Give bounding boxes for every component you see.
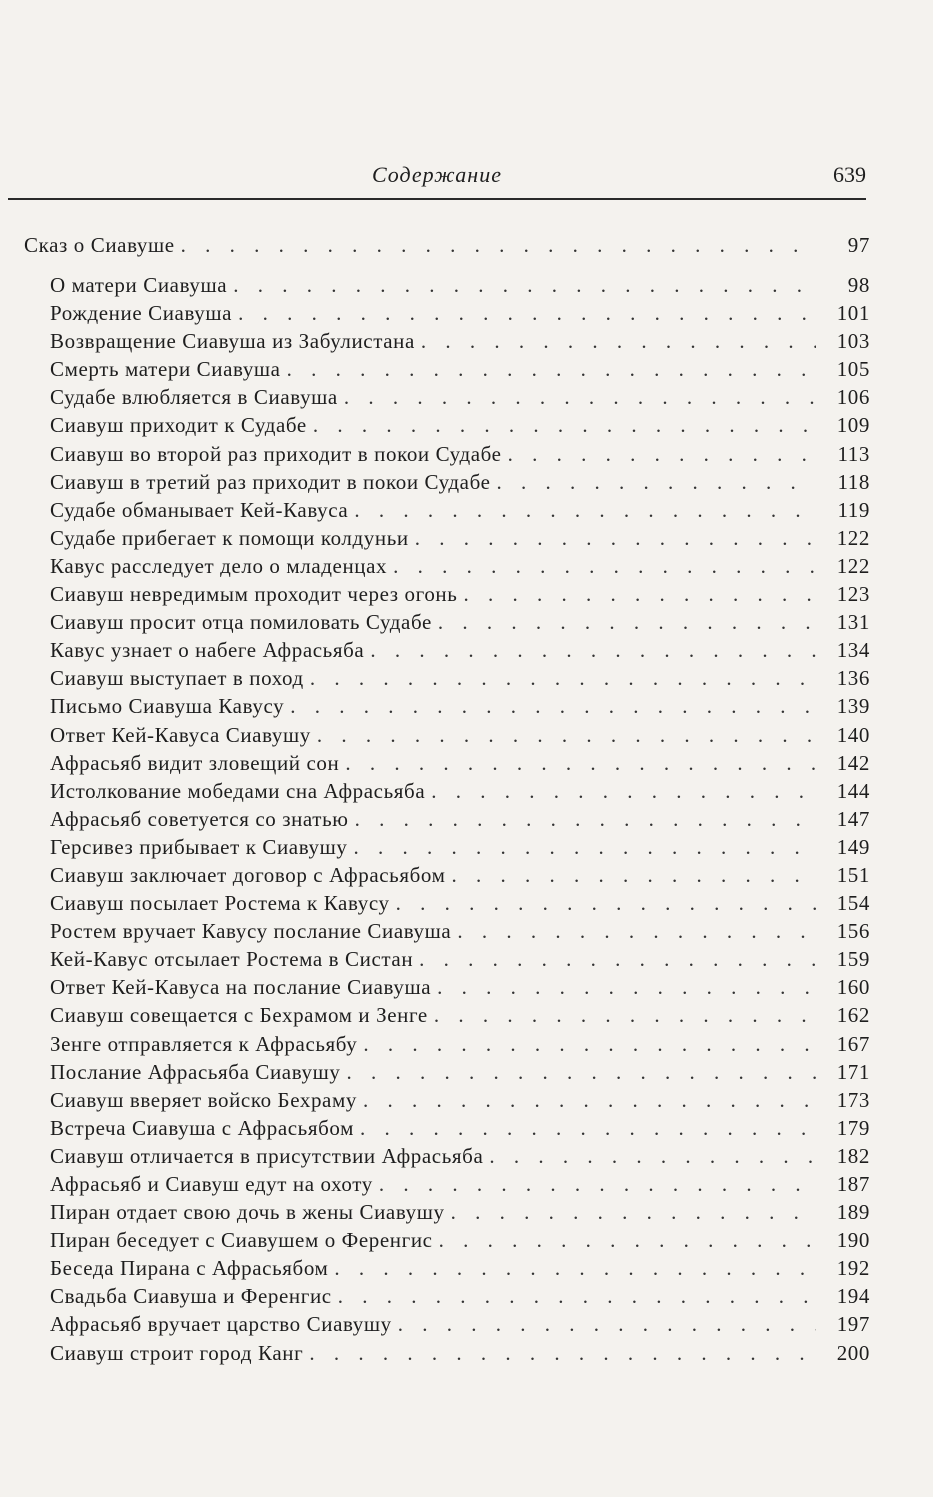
toc-entry-title: Сиавуш приходит к Судабе bbox=[50, 413, 307, 438]
toc-entry-page: 179 bbox=[836, 1115, 870, 1140]
dot-leader bbox=[457, 919, 816, 944]
toc-entry-page: 187 bbox=[836, 1172, 870, 1196]
dot-leader bbox=[287, 357, 816, 382]
dot-leader bbox=[463, 582, 816, 607]
toc-entry-title: Кавус узнает о набеге Афрасьяба bbox=[50, 638, 365, 663]
toc-entry-title: Афрасьяб вручает царство Сиавушу bbox=[50, 1312, 392, 1337]
toc-entry-title: Письмо Сиавуша Кавусу bbox=[50, 694, 285, 719]
dot-leader bbox=[347, 1060, 817, 1085]
toc-entry-page: 182 bbox=[836, 1143, 870, 1168]
toc-entry bbox=[24, 694, 870, 722]
toc-entry-title: Истолкование мобедами сна Афрасьяба bbox=[50, 778, 426, 803]
dot-leader bbox=[393, 554, 816, 579]
toc-entry bbox=[24, 666, 870, 694]
toc-entry-title: Ответ Кей-Кавуса Сиавушу bbox=[50, 722, 311, 747]
toc-entry bbox=[24, 1256, 870, 1284]
toc-entry bbox=[24, 470, 870, 498]
toc-entry bbox=[24, 975, 870, 1003]
toc-entry-title: Афрасьяб видит зловещий сон bbox=[50, 750, 340, 775]
toc-entry bbox=[24, 1228, 870, 1256]
toc-entry-title: Герсивез прибывает к Сиавушу bbox=[50, 834, 348, 859]
toc-entry-page: 200 bbox=[836, 1340, 870, 1365]
toc-entry bbox=[24, 610, 870, 638]
dot-leader bbox=[338, 1284, 816, 1309]
dot-leader bbox=[438, 610, 816, 635]
toc-entry-title: Сиавуш заключает договор с Афрасьябом bbox=[50, 862, 446, 887]
toc-entry-page: 119 bbox=[837, 497, 870, 522]
dot-leader bbox=[451, 1200, 816, 1225]
dot-leader bbox=[415, 526, 816, 551]
toc-entry-title: Возвращение Сиавуша из Забулистана bbox=[50, 329, 415, 354]
toc-entry bbox=[24, 413, 870, 441]
toc-entry-page: 147 bbox=[836, 806, 870, 831]
toc-entry-page: 149 bbox=[836, 834, 870, 859]
table-of-contents bbox=[24, 233, 870, 1369]
toc-entry bbox=[24, 357, 870, 385]
toc-entry-page: 142 bbox=[836, 750, 870, 775]
toc-entry bbox=[24, 526, 870, 554]
toc-entry-page: 159 bbox=[836, 947, 870, 972]
toc-entry-title: Судабе обманывает Кей-Кавуса bbox=[50, 497, 349, 522]
toc-entry-page: 154 bbox=[836, 891, 870, 916]
toc-entry-title: Рождение Сиавуша bbox=[50, 301, 233, 326]
toc-entry-title: Судабе прибегает к помощи колдуньи bbox=[50, 525, 409, 550]
toc-entry-title: Судабе влюбляется в Сиавуша bbox=[50, 385, 338, 410]
toc-entry-page: 197 bbox=[836, 1312, 870, 1337]
dot-leader bbox=[355, 807, 816, 832]
dot-leader bbox=[489, 1144, 816, 1169]
dot-leader bbox=[354, 498, 816, 523]
toc-entry bbox=[24, 273, 870, 301]
toc-entry bbox=[24, 301, 870, 329]
toc-entry bbox=[24, 1341, 870, 1369]
toc-entry-page: 131 bbox=[836, 610, 870, 635]
dot-leader bbox=[354, 835, 816, 860]
toc-entry bbox=[24, 1284, 870, 1312]
toc-entry-title: Сиавуш совещается с Бехрамом и Зенге bbox=[50, 1003, 428, 1028]
toc-entry-page: 151 bbox=[836, 862, 870, 887]
dot-leader bbox=[360, 1116, 816, 1141]
toc-entry-title: Ростем вручает Кавусу послание Сиавуша bbox=[50, 919, 452, 944]
toc-entry-page: 103 bbox=[836, 329, 870, 354]
toc-entry-title: Послание Афрасьяба Сиавушу bbox=[50, 1059, 341, 1084]
toc-entry bbox=[24, 1144, 870, 1172]
toc-entry-page: 171 bbox=[836, 1059, 870, 1084]
toc-entry bbox=[24, 1060, 870, 1088]
toc-entry-page: 134 bbox=[836, 638, 870, 663]
toc-entry-title: Смерть матери Сиавуша bbox=[50, 357, 281, 382]
toc-entry-title: Сиавуш во второй раз приходит в покои Судабе bbox=[50, 441, 502, 466]
toc-entry-title: Встреча Сиавуша с Афрасьябом bbox=[50, 1115, 354, 1140]
dot-leader bbox=[421, 329, 816, 354]
toc-entry bbox=[24, 498, 870, 526]
toc-entry-page: 106 bbox=[836, 385, 870, 410]
toc-entry-title: Кей-Кавус отсылает Ростема в Систан bbox=[50, 947, 414, 972]
toc-entry bbox=[24, 442, 870, 470]
toc-entry-title: Сиавуш в третий раз приходит в покои Судабе bbox=[50, 469, 491, 494]
toc-entry bbox=[24, 582, 870, 610]
toc-entry-page: 122 bbox=[836, 525, 870, 550]
toc-entry-title: Ответ Кей-Кавуса на послание Сиавуша bbox=[50, 975, 432, 1000]
toc-entry bbox=[24, 1116, 870, 1144]
toc-entry bbox=[24, 723, 870, 751]
dot-leader bbox=[317, 723, 816, 748]
toc-entry bbox=[24, 1200, 870, 1228]
dot-leader bbox=[309, 1341, 816, 1366]
toc-entry-page: 136 bbox=[836, 666, 870, 691]
toc-entry-page: 189 bbox=[836, 1200, 870, 1225]
toc-entry-title: Пиран отдает свою дочь в жены Сиавушу bbox=[50, 1200, 445, 1225]
toc-entry-page: 122 bbox=[836, 553, 870, 578]
toc-entry bbox=[24, 1312, 870, 1340]
toc-entry-page: 109 bbox=[836, 413, 870, 438]
dot-leader bbox=[431, 779, 816, 804]
dot-leader bbox=[452, 863, 817, 888]
dot-leader bbox=[233, 273, 816, 298]
dot-leader bbox=[290, 694, 816, 719]
toc-entry-page: 192 bbox=[836, 1256, 870, 1281]
toc-entry bbox=[24, 1032, 870, 1060]
dot-leader bbox=[398, 1312, 816, 1337]
toc-entry bbox=[24, 638, 870, 666]
toc-entry bbox=[24, 554, 870, 582]
toc-entry-page: 123 bbox=[836, 582, 870, 607]
dot-leader bbox=[497, 470, 816, 495]
toc-entry bbox=[24, 919, 870, 947]
toc-entry-title: Кавус расследует дело о младенцах bbox=[50, 553, 388, 578]
toc-entry bbox=[24, 751, 870, 779]
dot-leader bbox=[419, 947, 816, 972]
toc-entry-page: 162 bbox=[836, 1003, 870, 1028]
toc-entry bbox=[24, 807, 870, 835]
dot-leader bbox=[345, 751, 816, 776]
toc-entry-title: Сиавуш выступает в поход bbox=[50, 666, 304, 691]
dot-leader bbox=[434, 1003, 816, 1028]
toc-entry-title: Сиавуш отличается в присутствии Афрасьяба bbox=[50, 1143, 484, 1168]
toc-entry bbox=[24, 947, 870, 975]
toc-entry-page: 139 bbox=[836, 694, 870, 719]
toc-entry bbox=[24, 1088, 870, 1116]
toc-entry-page: 105 bbox=[836, 357, 870, 382]
dot-leader bbox=[310, 666, 816, 691]
toc-entry-title: Сиавуш посылает Ростема к Кавусу bbox=[50, 891, 390, 916]
dot-leader bbox=[439, 1228, 816, 1253]
dot-leader bbox=[363, 1032, 816, 1057]
toc-entry-title: Зенге отправляется к Афрасьябу bbox=[50, 1031, 358, 1056]
dot-leader bbox=[313, 413, 816, 438]
dot-leader bbox=[379, 1172, 816, 1197]
toc-entry bbox=[24, 1172, 870, 1200]
toc-entry-title: Сиавуш вверяет войско Бехраму bbox=[50, 1087, 357, 1112]
dot-leader bbox=[238, 301, 816, 326]
toc-entry bbox=[24, 863, 870, 891]
toc-main-entry bbox=[24, 233, 870, 273]
toc-entry-page: 144 bbox=[836, 778, 870, 803]
running-header bbox=[8, 160, 866, 200]
toc-entry-title: Афрасьяб и Сиавуш едут на охоту bbox=[50, 1172, 373, 1196]
toc-entry-page: 160 bbox=[836, 975, 870, 1000]
toc-entry bbox=[24, 779, 870, 807]
toc-entry-page: 98 bbox=[847, 273, 870, 297]
toc-entry-page: 194 bbox=[836, 1284, 870, 1309]
toc-entry bbox=[24, 835, 870, 863]
dot-leader bbox=[334, 1256, 816, 1281]
toc-entry-page: 118 bbox=[837, 469, 870, 494]
toc-entry-page: 173 bbox=[836, 1087, 870, 1112]
toc-entry-page: 156 bbox=[836, 919, 870, 944]
toc-entry bbox=[24, 329, 870, 357]
toc-entry-title: Сиавуш просит отца помиловать Судабе bbox=[50, 610, 432, 635]
dot-leader bbox=[396, 891, 816, 916]
dot-leader bbox=[344, 385, 816, 410]
running-title: Содержание bbox=[371, 162, 502, 187]
toc-entry-title: Сиавуш невредимым проходит через огонь bbox=[50, 582, 458, 607]
toc-entry-page: 113 bbox=[837, 441, 870, 466]
toc-entry-title: О матери Сиавуша bbox=[50, 273, 228, 297]
toc-entry bbox=[24, 385, 870, 413]
toc-entry-title: Сказ о Сиавуше bbox=[24, 233, 175, 257]
page-number: 639 bbox=[833, 162, 866, 187]
toc-entry-page: 140 bbox=[836, 722, 870, 747]
toc-entry bbox=[24, 1003, 870, 1031]
toc-entry-title: Пиран беседует с Сиавушем о Ференгис bbox=[50, 1228, 433, 1253]
dot-leader bbox=[363, 1088, 816, 1113]
dot-leader bbox=[437, 975, 816, 1000]
toc-entry bbox=[24, 891, 870, 919]
dot-leader bbox=[370, 638, 816, 663]
toc-entry-page: 101 bbox=[836, 301, 870, 326]
toc-entry-title: Афрасьяб советуется со знатью bbox=[50, 806, 349, 831]
toc-entry-title: Свадьба Сиавуша и Ференгис bbox=[50, 1284, 332, 1309]
dot-leader bbox=[508, 442, 816, 467]
toc-entry-page: 97 bbox=[847, 233, 870, 257]
toc-entry-title: Сиавуш строит город Канг bbox=[50, 1340, 304, 1365]
toc-entry-page: 190 bbox=[836, 1228, 870, 1253]
dot-leader bbox=[181, 233, 816, 258]
toc-entry-title: Беседа Пирана с Афрасьябом bbox=[50, 1256, 329, 1281]
toc-entry-page: 167 bbox=[836, 1031, 870, 1056]
